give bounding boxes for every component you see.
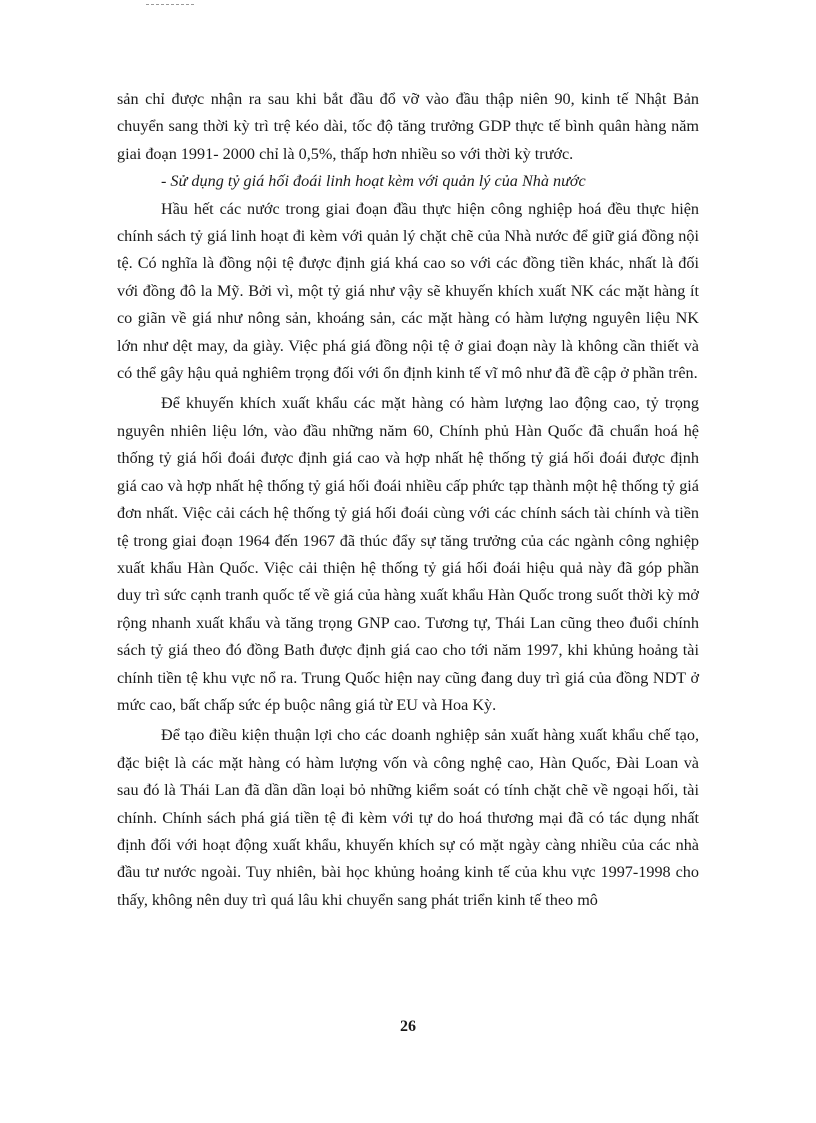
scan-artifact: [146, 4, 194, 9]
section-subheading: - Sử dụng tỷ giá hối đoái linh hoạt kèm với quản lý của Nhà nước: [161, 172, 586, 191]
paragraph-continuation: sản chỉ được nhận ra sau khi bắt đầu đổ vỡ vào đầu thập niên 90, kinh tế Nhật Bản chuyển sang thời kỳ trì trệ kéo dài, tốc độ tăng trưởng GDP thực tế bình quân hàng năm giai đoạn 1991- 2000 chỉ là 0,5%, thấp hơn nhiều so với thời kỳ trước.: [117, 90, 699, 163]
page-number: 26: [400, 1018, 416, 1035]
paragraph: Hầu hết các nước trong giai đoạn đầu thực hiện công nghiệp hoá đều thực hiện chính sách tỷ giá linh hoạt đi kèm với quản lý chặt chẽ của Nhà nước để giữ giá đồng nội tệ. Có nghĩa là đồng nội tệ được định giá khá cao so với các đồng tiền khác, nhất là đối với đồng đô la Mỹ. Bởi vì, một tỷ giá như vậy sẽ khuyến khích xuất NK các mặt hàng ít co giãn về giá như nông sản, khoáng sản, các mặt hàng có hàm lượng nguyên liệu NK lớn như dệt may, da giày. Việc phá giá đồng nội tệ ở giai đoạn này là không cần thiết và có thể gây hậu quả nghiêm trọng đối với ổn định kinh tế vĩ mô như đã đề cập ở phần trên.: [117, 199, 699, 383]
paragraph: Để khuyến khích xuất khẩu các mặt hàng có hàm lượng lao động cao, tỷ trọng nguyên nhiên liệu lớn, vào đầu những năm 60, Chính phủ Hàn Quốc đã chuẩn hoá hệ thống tỷ giá hối đoái được định giá cao và hợp nhất hệ thống tỷ giá hối đoái được định giá cao và hợp nhất hệ thống tỷ giá hối đoái nhiều cấp phức tạp thành một hệ thống tỷ giá đơn nhất. Việc cải cách hệ thống tỷ giá hối đoái cùng với các chính sách tài chính và tiền tệ trong giai đoạn 1964 đến 1967 đã thúc đẩy sự tăng trưởng của các ngành công nghiệp xuất khẩu Hàn Quốc. Việc cải thiện hệ thống tỷ giá hối đoái hiệu quả này đã góp phần duy trì sức cạnh tranh quốc tế về giá của hàng xuất khẩu Hàn Quốc trong suốt thời kỳ mở rộng nhanh xuất khẩu và tăng trọng GNP cao. Tương tự, Thái Lan cũng theo đuổi chính sách tỷ giá theo đó đồng Bath được định giá cao cho tới năm 1997, khi khủng hoảng tài chính tiền tệ khu vực nổ ra. Trung Quốc hiện nay cũng đang duy trì giá của đồng NDT ở mức cao, bất chấp sức ép buộc nâng giá từ EU và Hoa Kỳ.: [117, 394, 699, 714]
paragraph: Để tạo điều kiện thuận lợi cho các doanh nghiệp sản xuất hàng xuất khẩu chế tạo, đặc biệt là các mặt hàng có hàm lượng vốn và công nghệ cao, Hàn Quốc, Đài Loan và sau đó là Thái Lan đã dần dần loại bỏ những kiểm soát có tính chặt chẽ về ngoại hối, tài chính. Chính sách phá giá tiền tệ đi kèm với tự do hoá thương mại đã có tác dụng nhất định đối với hoạt động xuất khẩu, khuyến khích sự có mặt ngày càng nhiều của các nhà đầu tư nước ngoài. Tuy nhiên, bài học khủng hoảng kinh tế của khu vực 1997-1998 cho thấy, không nên duy trì quá lâu khi chuyển sang phát triển kinh tế theo mô: [117, 726, 699, 909]
page-body: [117, 86, 699, 914]
